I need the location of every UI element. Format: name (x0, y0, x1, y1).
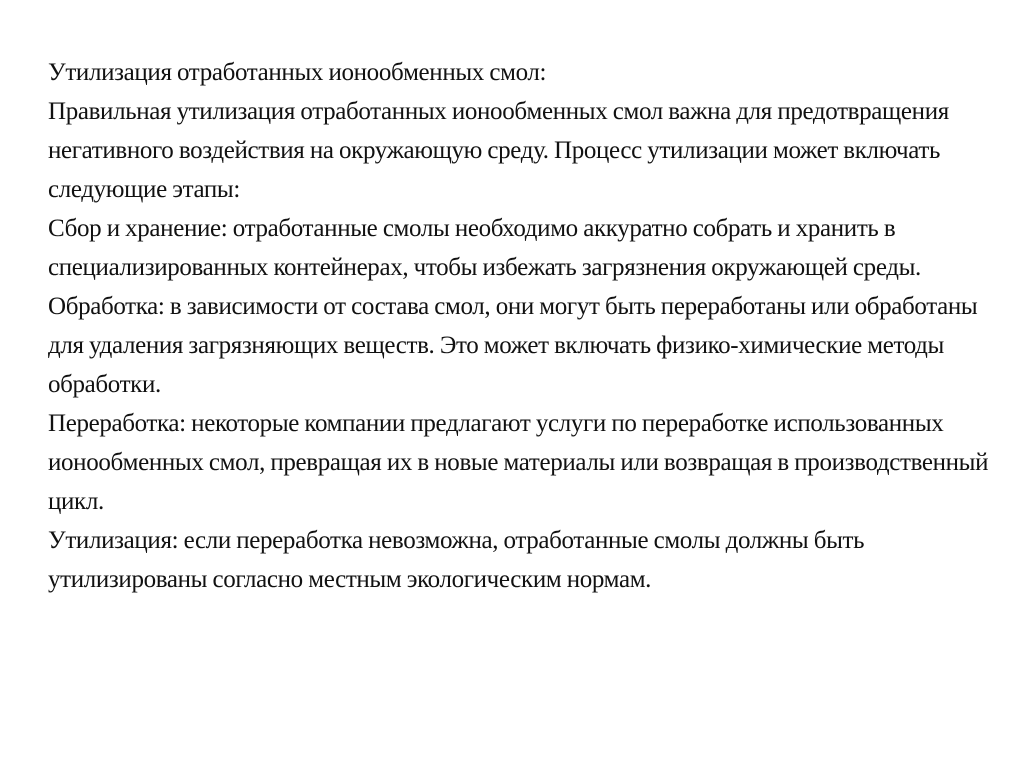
step-collection-storage: Сбор и хранение: отработанные смолы необходимо аккуратно собрать и хранить в специализированных контейнерах, чтобы избежать загрязнения окружающей среды. (48, 215, 921, 281)
step-processing: Обработка: в зависимости от состава смол, они могут быть переработаны или обработаны для удаления загрязняющих веществ. Это может включать физико-химические методы обработки. (48, 293, 978, 398)
step-recycling: Переработка: некоторые компании предлагают услуги по переработке использованных ионообменных смол, превращая их в новые материалы или возвращая в производственный цикл. (48, 410, 989, 515)
slide-content (48, 53, 993, 599)
document-heading: Утилизация отработанных ионообменных смол: (48, 59, 547, 86)
step-disposal: Утилизация: если переработка невозможна, отработанные смолы должны быть утилизированы согласно местным экологическим нормам. (48, 527, 865, 593)
intro-paragraph: Правильная утилизация отработанных ионообменных смол важна для предотвращения негативного воздействия на окружающую среду. Процесс утилизации может включать следующие этапы: (48, 98, 949, 203)
